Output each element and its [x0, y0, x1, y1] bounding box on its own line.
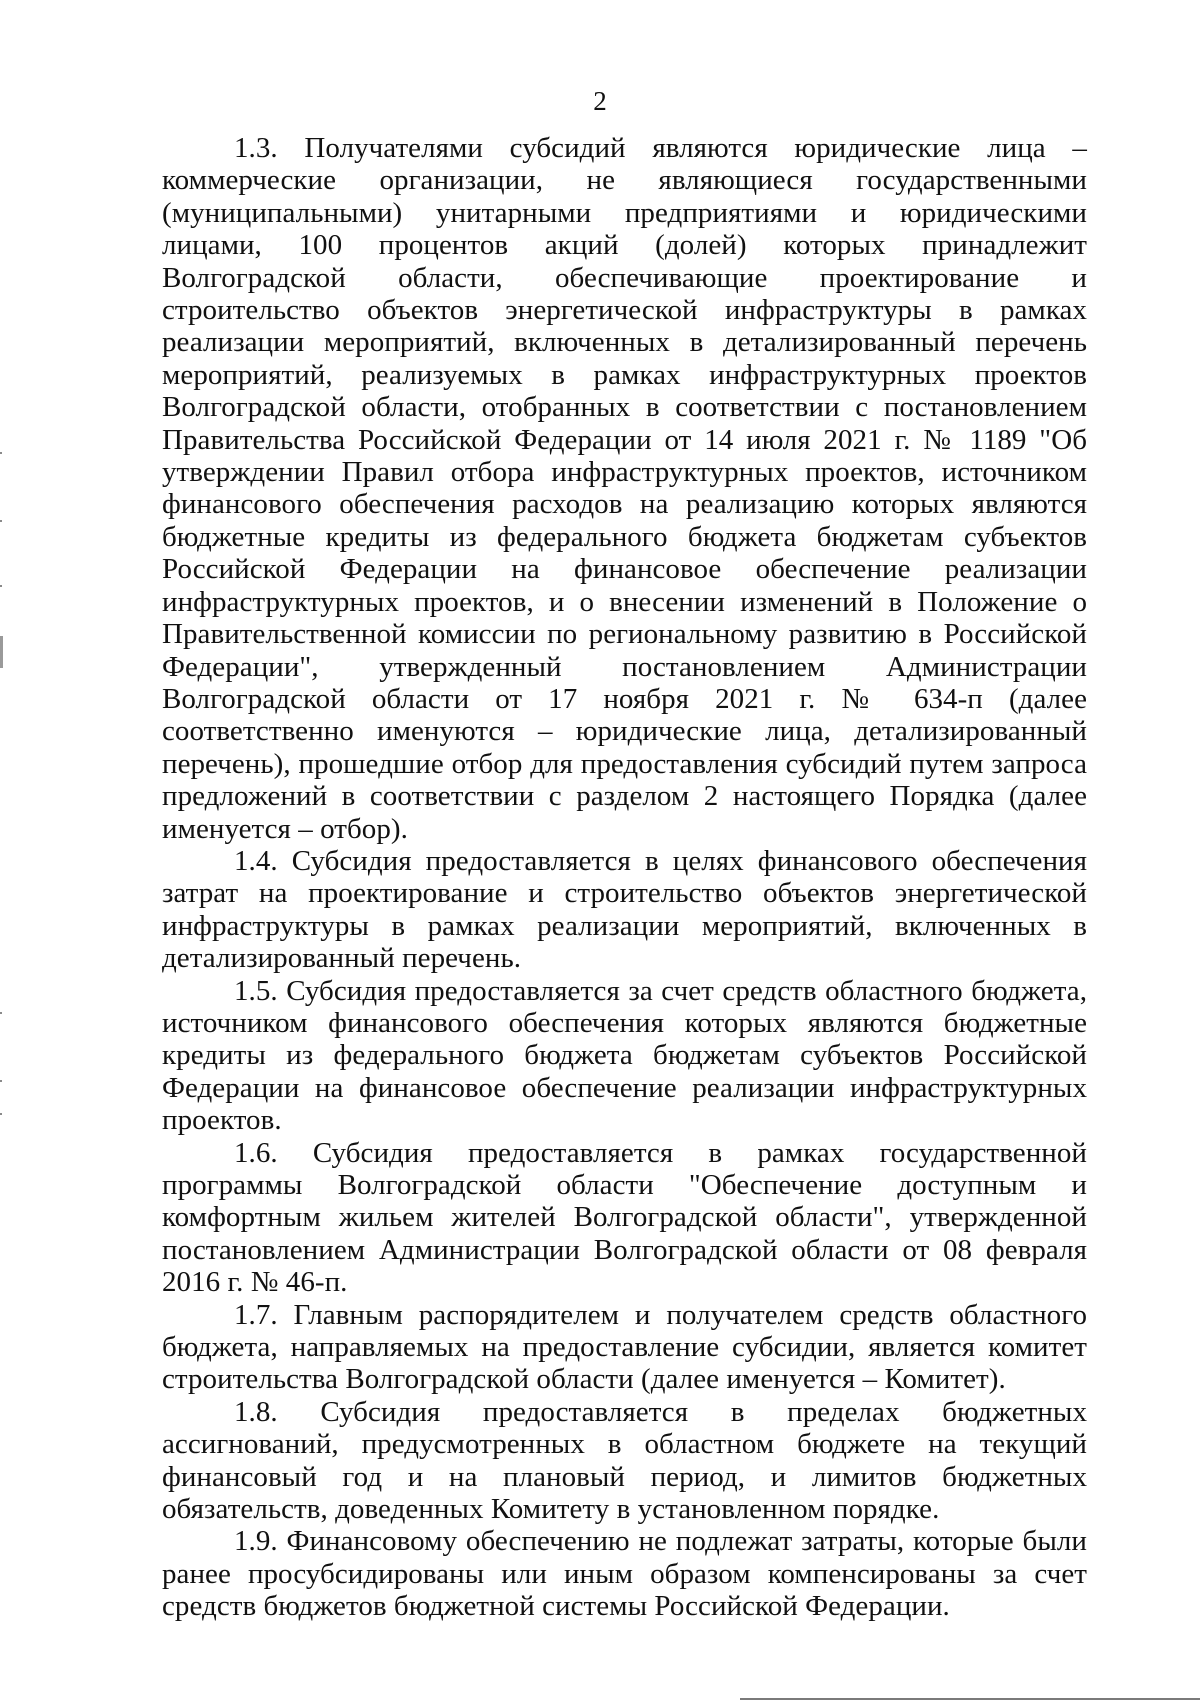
paragraph-1-8: 1.8. Субсидия предоставляется в пределах бюджетных ассигнований, предусмотренных в областном бюджете на текущий финансовый год и на плановый период, и лимитов бюджетных обязательств, доведенных Комитету в установленном порядке. — [162, 1395, 1087, 1526]
paragraph-1-4: 1.4. Субсидия предоставляется в целях финансового обеспечения затрат на проектирование и строительство объектов энергетической инфраструктуры в рамках реализации мероприятий, включенных в детализированный перечень. — [162, 844, 1087, 975]
scan-dot — [0, 1012, 2, 1014]
scan-dot — [0, 452, 2, 454]
paragraph-1-3: 1.3. Получателями субсидий являются юридические лица – коммерческие организации, не являющиеся государственными (муниципальными) унитарными предприятиями и юридическими лицами, 100 процентов акций (долей) которых принадлежит Волгоградской области, обеспечивающие проектирование и строительство объектов энергетической инфраструктуры в рамках реализации мероприятий, включенных в детализированный перечень мероприятий, реализуемых в рамках инфраструктурных проектов Волгоградской области, отобранных в соответствии с постановлением Правительства Российской Федерации от 14 июля 2021 г. № 1189 "Об утверждении Правил отбора инфраструктурных проектов, источником финансового обеспечения расходов на реализацию которых являются бюджетные кредиты из федерального бюджета бюджетам субъектов Российской Федерации на финансовое обеспечение реализации инфраструктурных проектов, и о внесении изменений в Положение о Правительственной комиссии по региональному развитию в Российской Федерации", утвержденный постановлением Администрации Волгоградской области от 17 ноября 2021 г. № 634-п (далее соответственно именуются – юридические лица, детализированный перечень), прошедшие отбор для предоставления субсидий путем запроса предложений в соответствии с разделом 2 настоящего Порядка (далее именуется – отбор). — [162, 132, 1087, 845]
scan-dot — [0, 1113, 2, 1115]
paragraph-1-6: 1.6. Субсидия предоставляется в рамках государственной программы Волгоградской области "Обеспечение доступным и комфортным жильем жителей Волгоградской области", утвержденной постановлением Администрации Волгоградской области от 08 февраля 2016 г. № 46-п. — [162, 1136, 1087, 1299]
scan-dot — [0, 585, 2, 587]
scan-edge-mark — [0, 636, 3, 668]
paragraph-1-9: 1.9. Финансовому обеспечению не подлежат затраты, которые были ранее просубсидированы или иным образом компенсированы за счет средств бюджетов бюджетной системы Российской Федерации. — [162, 1525, 1087, 1623]
scan-dot — [0, 1080, 2, 1082]
document-body — [162, 132, 1087, 1623]
page-number: 2 — [593, 86, 607, 116]
paragraph-1-7: 1.7. Главным распорядителем и получателем средств областного бюджета, направляемых на предоставление субсидии, является комитет строительства Волгоградской области (далее именуется – Комитет). — [162, 1298, 1087, 1396]
scan-dot — [0, 520, 2, 522]
paragraph-1-5: 1.5. Субсидия предоставляется за счет средств областного бюджета, источником финансового обеспечения которых являются бюджетные кредиты из федерального бюджета бюджетам субъектов Российской Федерации на финансовое обеспечение реализации инфраструктурных проектов. — [162, 974, 1087, 1137]
bottom-scan-rule — [740, 1698, 1200, 1700]
